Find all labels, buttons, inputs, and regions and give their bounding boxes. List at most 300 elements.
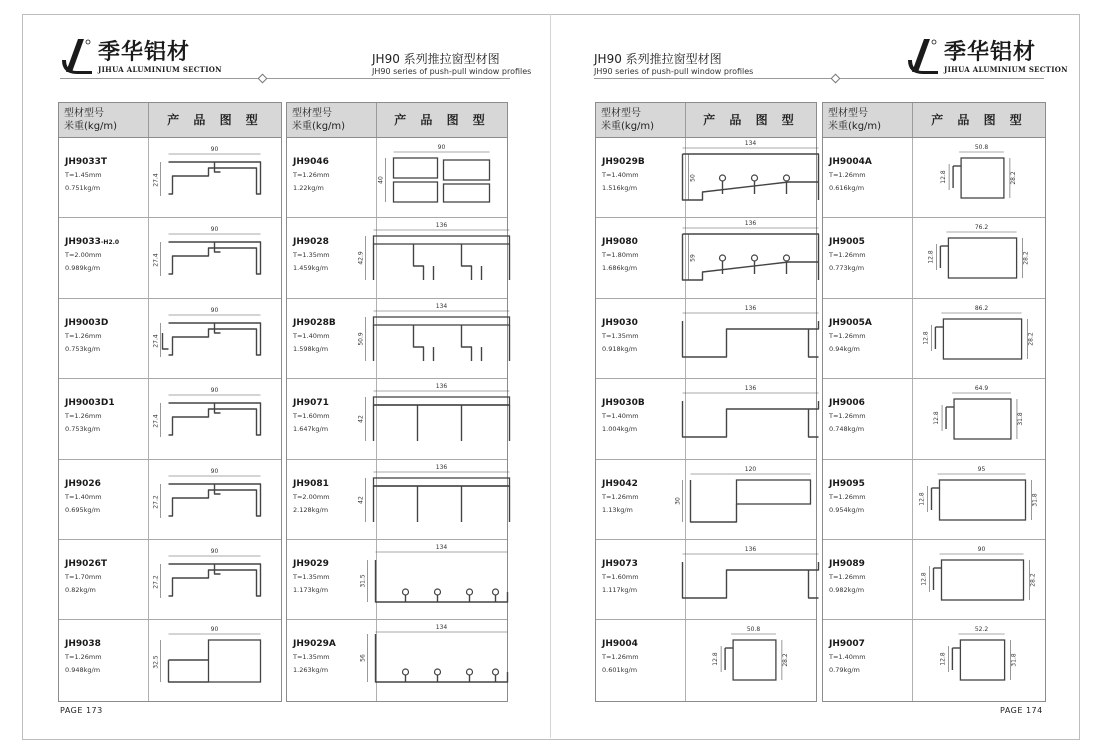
profile-code: JH9003D1 (65, 398, 115, 409)
profile-drawing-svg (357, 218, 506, 296)
profile-drawing (942, 560, 1024, 600)
model-weight-header (287, 103, 377, 137)
profile-drawing-svg (149, 138, 280, 216)
profile-thickness: T=1.26mm (602, 492, 639, 501)
profile-thickness: T=1.40mm (293, 331, 330, 340)
profile-code: JH9003D (65, 317, 109, 328)
profile-drawing-svg (359, 540, 506, 618)
profile-code: JH9028 (293, 237, 329, 248)
profile-drawing (374, 397, 510, 405)
profile-code: JH9005A (829, 317, 872, 328)
profile-drawing-cell (149, 299, 281, 378)
profile-drawing-cell (686, 138, 816, 217)
profile-weight: 0.989kg/m (65, 264, 101, 273)
profile-thickness: T=1.26mm (293, 171, 330, 179)
header-rule-right (594, 78, 1044, 79)
profile-row (596, 620, 816, 700)
profile-weight: 1.516kg/m (602, 184, 638, 192)
profile-thickness: T=1.35mm (293, 251, 330, 260)
dimension-label: 90 (210, 547, 219, 555)
profile-drawing-svg (149, 379, 280, 457)
profile-code: JH9029A (293, 639, 336, 650)
dimension-label: 27.4 (152, 414, 160, 428)
profile-drawing-cell (686, 540, 816, 619)
dimension-label: 12.8 (933, 411, 941, 425)
profile-weight: 1.686kg/m (602, 264, 638, 273)
profile-drawing (209, 640, 261, 682)
profile-drawing-cell (913, 218, 1045, 297)
profile-drawing-svg (686, 138, 815, 216)
profile-weight: 2.128kg/m (293, 505, 329, 514)
dimension-label: 56 (359, 654, 367, 663)
profile-drawing (940, 480, 1026, 520)
title-cn: JH90 系列推拉窗型材图 (594, 52, 722, 66)
profile-code: JH9046 (293, 157, 329, 167)
profile-code: JH9071 (293, 398, 329, 409)
profile-thickness: T=1.26mm (602, 653, 639, 662)
profile-info (596, 540, 686, 619)
profile-drawing-cell (686, 379, 816, 458)
dimension-label: 90 (977, 545, 986, 553)
profile-thickness: T=1.26mm (829, 331, 866, 340)
brand-name-en: JIHUA ALUMINIUM SECTION (944, 64, 1068, 74)
profile-drawing-svg (357, 460, 506, 538)
profile-info (596, 218, 686, 297)
profile-drawing (943, 319, 1021, 359)
profile-weight: 0.79kg/m (829, 666, 860, 675)
profile-code: JH9007 (829, 639, 865, 650)
profile-thickness: T=1.40mm (602, 171, 639, 179)
dimension-label: 27.4 (152, 253, 160, 268)
profile-row (823, 379, 1045, 459)
profile-table-col-3 (595, 102, 817, 702)
profile-row (596, 540, 816, 620)
profile-drawing-cell (913, 460, 1045, 539)
image-header-label: 产 品 图 型 (394, 113, 490, 127)
image-header-label: 产 品 图 型 (703, 113, 799, 127)
profile-thickness: T=2.00mm (65, 251, 102, 260)
dimension-label: 28.2 (1009, 171, 1017, 185)
dimension-label: 136 (744, 304, 757, 312)
profile-weight: 1.459kg/m (293, 264, 329, 273)
profile-code-suffix: -H2.0 (100, 239, 120, 247)
dimension-label: 134 (435, 624, 448, 632)
profile-drawing (954, 399, 1011, 439)
profile-drawing-cell (913, 379, 1045, 458)
profile-drawing-cell (357, 379, 507, 458)
dimension-label: 27.2 (152, 575, 160, 589)
profile-info (59, 379, 149, 458)
profile-row (59, 620, 281, 700)
page-title-right (594, 52, 753, 77)
profile-info (59, 218, 149, 297)
profile-weight: 1.173kg/m (293, 585, 329, 594)
profile-detail (414, 325, 424, 361)
dimension-label: 90 (210, 626, 219, 634)
profile-thickness: T=1.26mm (65, 331, 102, 340)
header-rule-left (60, 78, 510, 79)
profile-weight: 0.982kg/m (829, 585, 865, 594)
profile-code: JH9028B (293, 317, 336, 328)
profile-info (823, 138, 913, 217)
profile-info (287, 138, 377, 217)
profile-info (59, 540, 149, 619)
profile-drawing-svg (359, 620, 506, 698)
profile-detail (215, 403, 221, 413)
dimension-label: 136 (435, 222, 448, 230)
profile-weight: 0.94kg/m (829, 344, 860, 353)
profile-drawing-svg (674, 460, 815, 538)
profile-drawing-svg (686, 218, 815, 296)
dimension-label: 50.8 (974, 144, 989, 151)
page-title-left (372, 52, 531, 77)
profile-drawing-cell (149, 379, 281, 458)
profile-code: JH9026T (65, 558, 108, 569)
profile-thickness: T=1.26mm (829, 572, 866, 581)
profile-code: JH9033T (65, 157, 108, 167)
table-header (287, 103, 507, 138)
dimension-label: 86.2 (974, 304, 989, 312)
profile-row (823, 540, 1045, 620)
model-header-label: 型材型号 (601, 108, 641, 119)
brand-name-cn: 季华铝材 (98, 39, 191, 65)
profile-drawing-cell (377, 138, 507, 217)
profile-detail (691, 480, 737, 522)
weight-header-label: 米重(kg/m) (292, 121, 346, 132)
profile-weight: 0.918kg/m (602, 344, 638, 353)
profile-drawing-cell (913, 138, 1045, 217)
dimension-label: 64.9 (974, 385, 989, 393)
profile-drawing-cell (674, 460, 816, 539)
profile-detail (683, 234, 819, 280)
profile-code: JH9033-H2.0 (65, 237, 120, 248)
profile-drawing-svg (913, 138, 1044, 216)
dimension-label: 134 (744, 140, 757, 147)
profile-row (287, 460, 507, 540)
profile-drawing (961, 158, 1004, 198)
profile-row (59, 460, 281, 540)
profile-code: JH9042 (602, 478, 638, 489)
profile-thickness: T=1.26mm (829, 171, 866, 179)
profile-thickness: T=1.45mm (65, 171, 102, 179)
profile-code: JH9073 (602, 558, 638, 569)
profile-weight: 1.004kg/m (602, 425, 638, 434)
profile-row (596, 379, 816, 459)
profile-info (596, 460, 686, 539)
profile-drawing-cell (149, 460, 281, 539)
profile-drawing-cell (149, 620, 281, 700)
model-weight-header (59, 103, 149, 137)
profile-row (823, 460, 1045, 540)
profile-drawing (444, 160, 490, 180)
dimension-label: 95 (977, 465, 986, 473)
dimension-label: 12.8 (940, 170, 948, 184)
profile-code: JH9080 (602, 237, 638, 248)
profile-drawing-cell (686, 218, 816, 297)
profile-thickness: T=1.40mm (65, 492, 102, 501)
table-header (823, 103, 1045, 138)
model-header-label: 型材型号 (292, 108, 332, 119)
profile-weight: 1.598kg/m (293, 344, 329, 353)
profile-row (287, 620, 507, 700)
dimension-label: 120 (744, 465, 757, 473)
profile-drawing-cell (357, 218, 507, 297)
profile-row (59, 138, 281, 218)
profile-row (596, 299, 816, 379)
profile-weight: 0.751kg/m (65, 184, 101, 192)
profile-code: JH9026 (65, 478, 101, 489)
profile-drawing-svg (149, 218, 280, 296)
model-weight-header (823, 103, 913, 137)
dimension-label: 28.2 (1022, 251, 1030, 266)
profile-drawing (374, 478, 510, 486)
profile-row (823, 218, 1045, 298)
title-en: JH90 series of push-pull window profiles (594, 67, 754, 76)
dimension-label: 30 (674, 496, 682, 505)
profile-detail (163, 333, 169, 349)
profile-code: JH9005 (829, 237, 865, 248)
profile-drawing (737, 480, 811, 504)
dimension-label: 31.8 (1031, 492, 1039, 507)
profile-drawing (374, 317, 510, 325)
dimension-label: 136 (435, 383, 448, 391)
profile-row (596, 460, 816, 540)
dimension-label: 136 (435, 463, 448, 471)
profile-detail (215, 564, 221, 574)
image-header-label: 产 品 图 型 (167, 113, 263, 127)
model-weight-header (596, 103, 686, 137)
profile-code: JH9029B (602, 157, 645, 167)
dimension-label: 76.2 (974, 224, 989, 232)
dimension-label: 12.8 (918, 491, 926, 506)
dimension-label: 134 (435, 543, 448, 551)
profile-detail (683, 154, 819, 200)
profile-weight: 1.117kg/m (602, 585, 638, 594)
weight-header-label: 米重(kg/m) (828, 121, 882, 132)
profile-table-col-1 (58, 102, 282, 702)
profile-info (596, 138, 686, 217)
profile-drawing-cell (686, 620, 816, 700)
dimension-label: 12.8 (927, 250, 935, 265)
profile-drawing-svg (686, 620, 815, 698)
profile-info (823, 299, 913, 378)
profile-drawing-cell (359, 620, 507, 700)
dimension-label: 12.8 (922, 331, 930, 345)
dimension-label: 28.2 (1027, 332, 1035, 346)
profile-code: JH9030 (602, 317, 638, 328)
dimension-label: 42.9 (357, 251, 365, 266)
profile-thickness: T=2.00mm (293, 492, 330, 501)
profile-drawing (960, 640, 1004, 680)
profile-drawing-svg (913, 460, 1044, 538)
profile-drawing (376, 560, 508, 602)
profile-weight: 1.22kg/m (293, 184, 324, 192)
profile-weight: 0.82kg/m (65, 585, 96, 594)
dimension-label: 90 (210, 146, 219, 153)
profile-drawing (444, 184, 490, 202)
profile-weight: 0.748kg/m (829, 425, 865, 434)
profile-row (823, 299, 1045, 379)
profile-weight: 0.954kg/m (829, 505, 865, 514)
dimension-label: 136 (744, 385, 757, 393)
dimension-label: 90 (437, 144, 446, 151)
profile-thickness: T=1.35mm (293, 572, 330, 581)
brand-logo-right (906, 38, 1068, 76)
weight-header-label: 米重(kg/m) (601, 121, 655, 132)
profile-info (59, 299, 149, 378)
dimension-label: 12.8 (920, 572, 928, 586)
profile-row (287, 540, 507, 620)
profile-detail (215, 323, 221, 333)
profile-table-col-2 (286, 102, 508, 702)
profile-code: JH9004 (602, 639, 638, 650)
title-en: JH90 series of push-pull window profiles (372, 67, 532, 76)
profile-row (287, 379, 507, 459)
profile-detail (215, 242, 221, 252)
profile-weight: 0.773kg/m (829, 264, 865, 273)
profile-thickness: T=1.35mm (602, 331, 639, 340)
page-fold (550, 14, 551, 738)
profile-drawing-svg (377, 138, 506, 216)
dimension-label: 90 (210, 467, 219, 475)
profile-drawing-cell (913, 540, 1045, 619)
profile-row (287, 218, 507, 298)
profile-info (823, 218, 913, 297)
profile-code: JH9004A (829, 157, 872, 167)
profile-drawing-cell (913, 620, 1045, 700)
dimension-label: 12.8 (939, 652, 947, 667)
page-number-right: PAGE 174 (1000, 706, 1043, 715)
profile-drawing (733, 640, 776, 680)
profile-info (823, 379, 913, 458)
profile-drawing-cell (357, 299, 507, 378)
profile-detail (462, 244, 472, 280)
brand-logo-left (60, 38, 222, 76)
profile-weight: 0.616kg/m (829, 184, 865, 192)
profile-detail (462, 325, 472, 361)
profile-drawing-svg (913, 218, 1044, 296)
profile-thickness: T=1.26mm (829, 251, 866, 260)
profile-drawing-cell (149, 218, 281, 297)
profile-row (596, 138, 816, 218)
title-cn: JH90 系列推拉窗型材图 (372, 52, 500, 66)
dimension-label: 136 (744, 545, 757, 553)
profile-thickness: T=1.40mm (602, 412, 639, 421)
profile-thickness: T=1.60mm (293, 412, 330, 421)
profile-info (59, 460, 149, 539)
image-header-label: 产 品 图 型 (931, 113, 1027, 127)
profile-row (287, 299, 507, 379)
profile-drawing (683, 321, 819, 357)
dimension-label: 32.5 (152, 655, 160, 670)
profile-drawing (683, 401, 819, 437)
profile-weight: 0.753kg/m (65, 425, 101, 434)
profile-drawing-svg (149, 540, 280, 618)
profile-info (823, 460, 913, 539)
brand-name-en: JIHUA ALUMINIUM SECTION (98, 64, 222, 74)
dimension-label: 40 (377, 176, 385, 184)
profile-thickness: T=1.35mm (293, 653, 330, 662)
dimension-label: 31.8 (1016, 412, 1024, 426)
dimension-label: 28.2 (1029, 573, 1037, 587)
profile-weight: 1.263kg/m (293, 666, 329, 675)
profile-drawing-svg (913, 299, 1044, 377)
profile-detail (215, 484, 221, 494)
dimension-label: 136 (744, 220, 757, 228)
profile-drawing (374, 236, 510, 244)
dimension-label: 90 (210, 387, 219, 395)
profile-drawing (948, 238, 1016, 278)
profile-thickness: T=1.26mm (829, 492, 866, 501)
profile-thickness: T=1.26mm (65, 653, 102, 662)
profile-drawing-cell (357, 460, 507, 539)
profile-info (596, 299, 686, 378)
profile-weight: 1.13kg/m (602, 505, 633, 514)
profile-thickness: T=1.60mm (602, 572, 639, 581)
profile-weight: 0.695kg/m (65, 505, 101, 514)
profile-info (823, 620, 913, 700)
profile-row (287, 138, 507, 218)
page-number-left: PAGE 173 (60, 706, 103, 715)
profile-info (596, 379, 686, 458)
profile-detail (414, 244, 424, 280)
dimension-label: 31.8 (1010, 653, 1018, 668)
profile-info (59, 620, 149, 700)
profile-row (59, 379, 281, 459)
profile-drawing-svg (913, 379, 1044, 457)
profile-thickness: T=1.70mm (65, 572, 102, 581)
profile-code: JH9095 (829, 478, 865, 489)
profile-code: JH9006 (829, 398, 865, 409)
profile-row (596, 218, 816, 298)
dimension-label: 12.8 (712, 652, 720, 667)
profile-drawing-cell (686, 299, 816, 378)
profile-drawing-svg (686, 299, 815, 377)
profile-thickness: T=1.26mm (829, 412, 866, 421)
profile-drawing-cell (149, 540, 281, 619)
profile-detail (215, 162, 221, 172)
profile-drawing-cell (913, 299, 1045, 378)
dimension-label: 52.2 (974, 626, 989, 634)
profile-drawing-svg (913, 620, 1044, 698)
dimension-label: 27.4 (152, 173, 160, 187)
profile-table-col-4 (822, 102, 1046, 702)
profile-row (59, 218, 281, 298)
profile-drawing (376, 634, 508, 682)
dimension-label: 90 (210, 226, 219, 234)
dimension-label: 27.4 (152, 334, 160, 348)
brand-mark-icon (906, 38, 940, 76)
profile-weight: 0.601kg/m (602, 666, 638, 675)
profile-code: JH9029 (293, 558, 329, 569)
dimension-label: 28.2 (781, 653, 789, 668)
profile-info (596, 620, 686, 700)
profile-thickness: T=1.40mm (829, 653, 866, 662)
profile-drawing-svg (686, 379, 815, 457)
profile-weight: 1.647kg/m (293, 425, 329, 434)
profile-detail (169, 660, 209, 682)
table-header (59, 103, 281, 138)
profile-thickness: T=1.80mm (602, 251, 639, 260)
profile-code: JH9038 (65, 639, 101, 650)
weight-header-label: 米重(kg/m) (64, 121, 118, 132)
profile-row (823, 620, 1045, 700)
profile-code: JH9081 (293, 478, 329, 489)
profile-drawing (394, 158, 438, 178)
profile-drawing-svg (149, 620, 280, 698)
dimension-label: 90 (210, 306, 219, 314)
profile-drawing (683, 562, 819, 598)
